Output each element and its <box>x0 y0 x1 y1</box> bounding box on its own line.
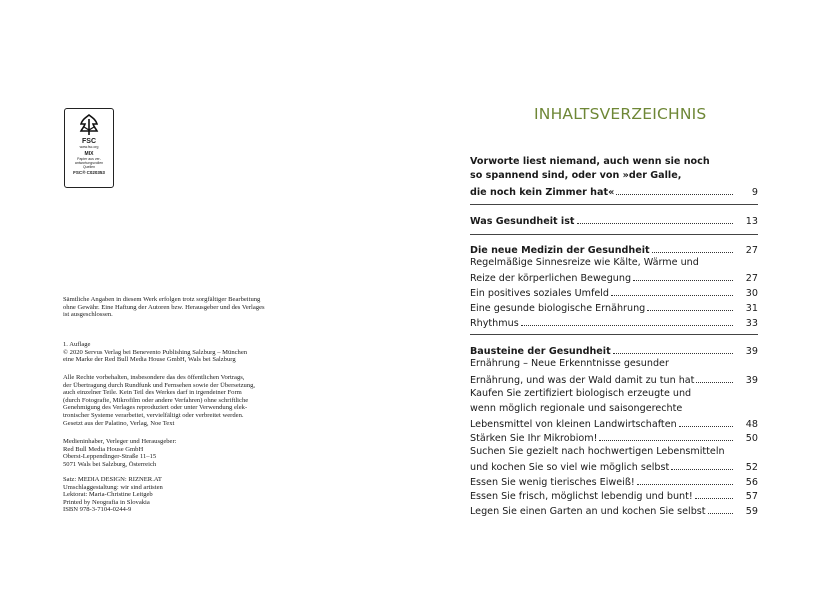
toc-entry[interactable] <box>470 285 758 299</box>
imprint-line: © 2020 Servus Verlag bei Benevento Publishing Salzburg – München <box>63 348 248 356</box>
imprint-edition <box>63 341 363 364</box>
toc-entry-title: und kochen Sie so viel wie möglich selbst <box>470 462 670 473</box>
leader-dots <box>613 352 733 354</box>
toc-entry-title: Was Gesundheit ist <box>470 216 575 227</box>
imprint-line: Satz: MEDIA DESIGN: RIZNER.AT <box>63 476 162 483</box>
imprint-line: Alle Rechte vorbehalten, insbesondere das des öffentlichen Vortrags, <box>63 374 245 381</box>
imprint-line: 5071 Wals bei Salzburg, Österreich <box>63 460 157 468</box>
imprint-line: ohne Gewähr. Eine Haftung der Autoren bzw. Herausgeber und des Verlages <box>63 303 265 311</box>
toc-page-number: 52 <box>745 462 758 473</box>
toc-entry-title: Legen Sie einen Garten an und kochen Sie selbst <box>470 506 706 517</box>
toc-entry-title: Eine gesunde biologische Ernährung <box>470 303 646 314</box>
imprint-line: ist ausgeschlossen. <box>63 311 113 319</box>
toc-entry[interactable] <box>470 372 758 386</box>
leader-dots <box>599 439 733 441</box>
imprint-line: (durch Fotografie, Mikrofilm oder andere Verfahren) ohne schriftliche <box>63 396 249 404</box>
fsc-desc-line: Quellen <box>82 165 96 169</box>
toc-page-number: 30 <box>745 288 758 299</box>
fsc-code: FSC® C020353 <box>73 170 105 175</box>
leader-dots <box>616 193 733 195</box>
leader-dots <box>708 512 733 514</box>
toc-entry[interactable] <box>470 503 758 517</box>
toc-page-number: 31 <box>745 303 758 314</box>
toc-entry[interactable] <box>470 343 758 357</box>
toc-line: wenn möglich regionale und saisongerechte <box>470 403 683 414</box>
toc-entry-title: Ernährung, und was der Wald damit zu tun hat <box>470 375 695 386</box>
fsc-desc-line: Papier aus ver- <box>77 157 101 161</box>
toc-entry[interactable] <box>470 300 758 314</box>
toc-entry[interactable] <box>470 416 758 430</box>
imprint-line: Oberst-Leppendinger-Straße 11–15 <box>63 453 157 461</box>
toc-entry[interactable] <box>470 242 758 256</box>
imprint-line: Umschlaggestaltung: wir sind artisten <box>63 483 163 491</box>
imprint-disclaimer <box>63 296 363 319</box>
leader-dots <box>652 251 733 253</box>
toc-page-number: 39 <box>745 346 758 357</box>
toc-page-number: 39 <box>745 375 758 386</box>
toc-entry[interactable] <box>470 459 758 473</box>
toc-line: Regelmäßige Sinnesreize wie Kälte, Wärme und <box>470 257 699 268</box>
imprint-line: eine Marke der Red Bull Media House GmbH, Wals bei Salzburg <box>63 356 236 364</box>
toc-line: Vorworte liest niemand, auch wenn sie noch <box>470 156 710 167</box>
toc-page-number: 33 <box>745 318 758 329</box>
leader-dots <box>671 468 733 470</box>
fsc-site: www.fsc.org <box>79 145 99 149</box>
toc-line: so spannend sind, oder von »der Galle, <box>470 170 682 181</box>
fsc-brand: FSC <box>82 138 96 145</box>
leader-dots <box>695 497 733 499</box>
toc-entry[interactable] <box>470 184 758 198</box>
divider <box>470 334 758 335</box>
leader-dots <box>633 279 733 281</box>
toc-line: Suchen Sie gezielt nach hochwertigen Lebensmitteln <box>470 446 725 457</box>
imprint-line: Lektorat: Maria-Christine Leitgeb <box>63 491 153 499</box>
fsc-tree-icon <box>65 113 113 137</box>
fsc-label <box>64 108 114 188</box>
imprint-line: auch einzelner Teile. Kein Teil des Werkes darf in irgendeiner Form <box>63 389 242 397</box>
toc-entry-title: Stärken Sie Ihr Mikrobiom! <box>470 433 598 444</box>
leader-dots <box>637 483 733 485</box>
toc-entry-title: Rhythmus <box>470 318 519 329</box>
toc-entry-title: Bausteine der Gesundheit <box>470 346 611 357</box>
leader-dots <box>577 222 733 224</box>
divider <box>470 204 758 205</box>
fsc-mix: MIX <box>84 151 94 157</box>
toc-page-number: 13 <box>745 216 758 227</box>
toc-title: INHALTSVERZEICHNIS <box>534 105 707 123</box>
toc-entry[interactable] <box>470 270 758 284</box>
imprint-credits <box>63 476 363 514</box>
toc-line: Kaufen Sie zertifiziert biologisch erzeugte und <box>470 388 692 399</box>
imprint-line: ISBN 978-3-7104-0244-9 <box>63 506 132 514</box>
imprint-line: Red Bull Media House GmbH <box>63 445 144 453</box>
imprint-publisher <box>63 438 363 468</box>
toc-page-number: 57 <box>745 491 758 502</box>
imprint-line: Gesetzt aus der Palatino, Verlag, Noe Text <box>63 419 175 427</box>
imprint-line: der Übertragung durch Rundfunk und Fernsehen sowie der Übersetzung, <box>63 381 256 389</box>
toc-entry[interactable] <box>470 430 758 444</box>
toc-page-number: 56 <box>745 477 758 488</box>
leader-dots <box>647 309 733 311</box>
toc-entry-title: Lebensmittel von kleinen Landwirtschaften <box>470 419 677 430</box>
leader-dots <box>696 381 733 383</box>
leader-dots <box>521 324 733 326</box>
fsc-description <box>65 157 113 169</box>
toc-page-number: 48 <box>745 419 758 430</box>
imprint-line: Sämtliche Angaben in diesem Werk erfolgen trotz sorgfältiger Bearbeitung <box>63 296 261 303</box>
leader-dots <box>679 425 733 427</box>
imprint-rights <box>63 374 363 427</box>
toc-page-number: 27 <box>745 273 758 284</box>
fsc-desc-line: antwortungsvollen <box>74 161 104 165</box>
toc-entry-title: Essen Sie wenig tierisches Eiweiß! <box>470 477 635 488</box>
toc-entry-title: Essen Sie frisch, möglichst lebendig und bunt! <box>470 491 693 502</box>
imprint-line: Genehmigung des Verlages reproduziert oder unter Verwendung elek- <box>63 404 248 412</box>
divider <box>470 234 758 235</box>
toc-entry-title: die noch kein Zimmer hat« <box>470 187 615 198</box>
toc-entry[interactable] <box>470 315 758 329</box>
toc-entry-title: Die neue Medizin der Gesundheit <box>470 245 650 256</box>
toc-page-number: 50 <box>745 433 758 444</box>
toc-page-number: 9 <box>751 187 758 198</box>
imprint-line: tronischer Systeme verarbeitet, vervielfältigt oder verbreitet werden. <box>63 411 244 419</box>
toc-page-number: 27 <box>745 245 758 256</box>
toc-page-number: 59 <box>745 506 758 517</box>
toc-line: Ernährung – Neue Erkenntnisse gesunder <box>470 358 669 369</box>
toc-entry[interactable] <box>470 488 758 502</box>
toc-entry[interactable] <box>470 213 758 227</box>
leader-dots <box>611 294 733 296</box>
imprint-line: 1. Auflage <box>63 341 91 348</box>
toc-entry-title: Reize der körperlichen Bewegung <box>470 273 632 284</box>
imprint-line: Medieninhaber, Verleger und Herausgeber: <box>63 438 177 445</box>
imprint-line: Printed by Neografia in Slovakia <box>63 498 150 506</box>
toc-entry[interactable] <box>470 474 758 488</box>
toc-entry-title: Ein positives soziales Umfeld <box>470 288 610 299</box>
